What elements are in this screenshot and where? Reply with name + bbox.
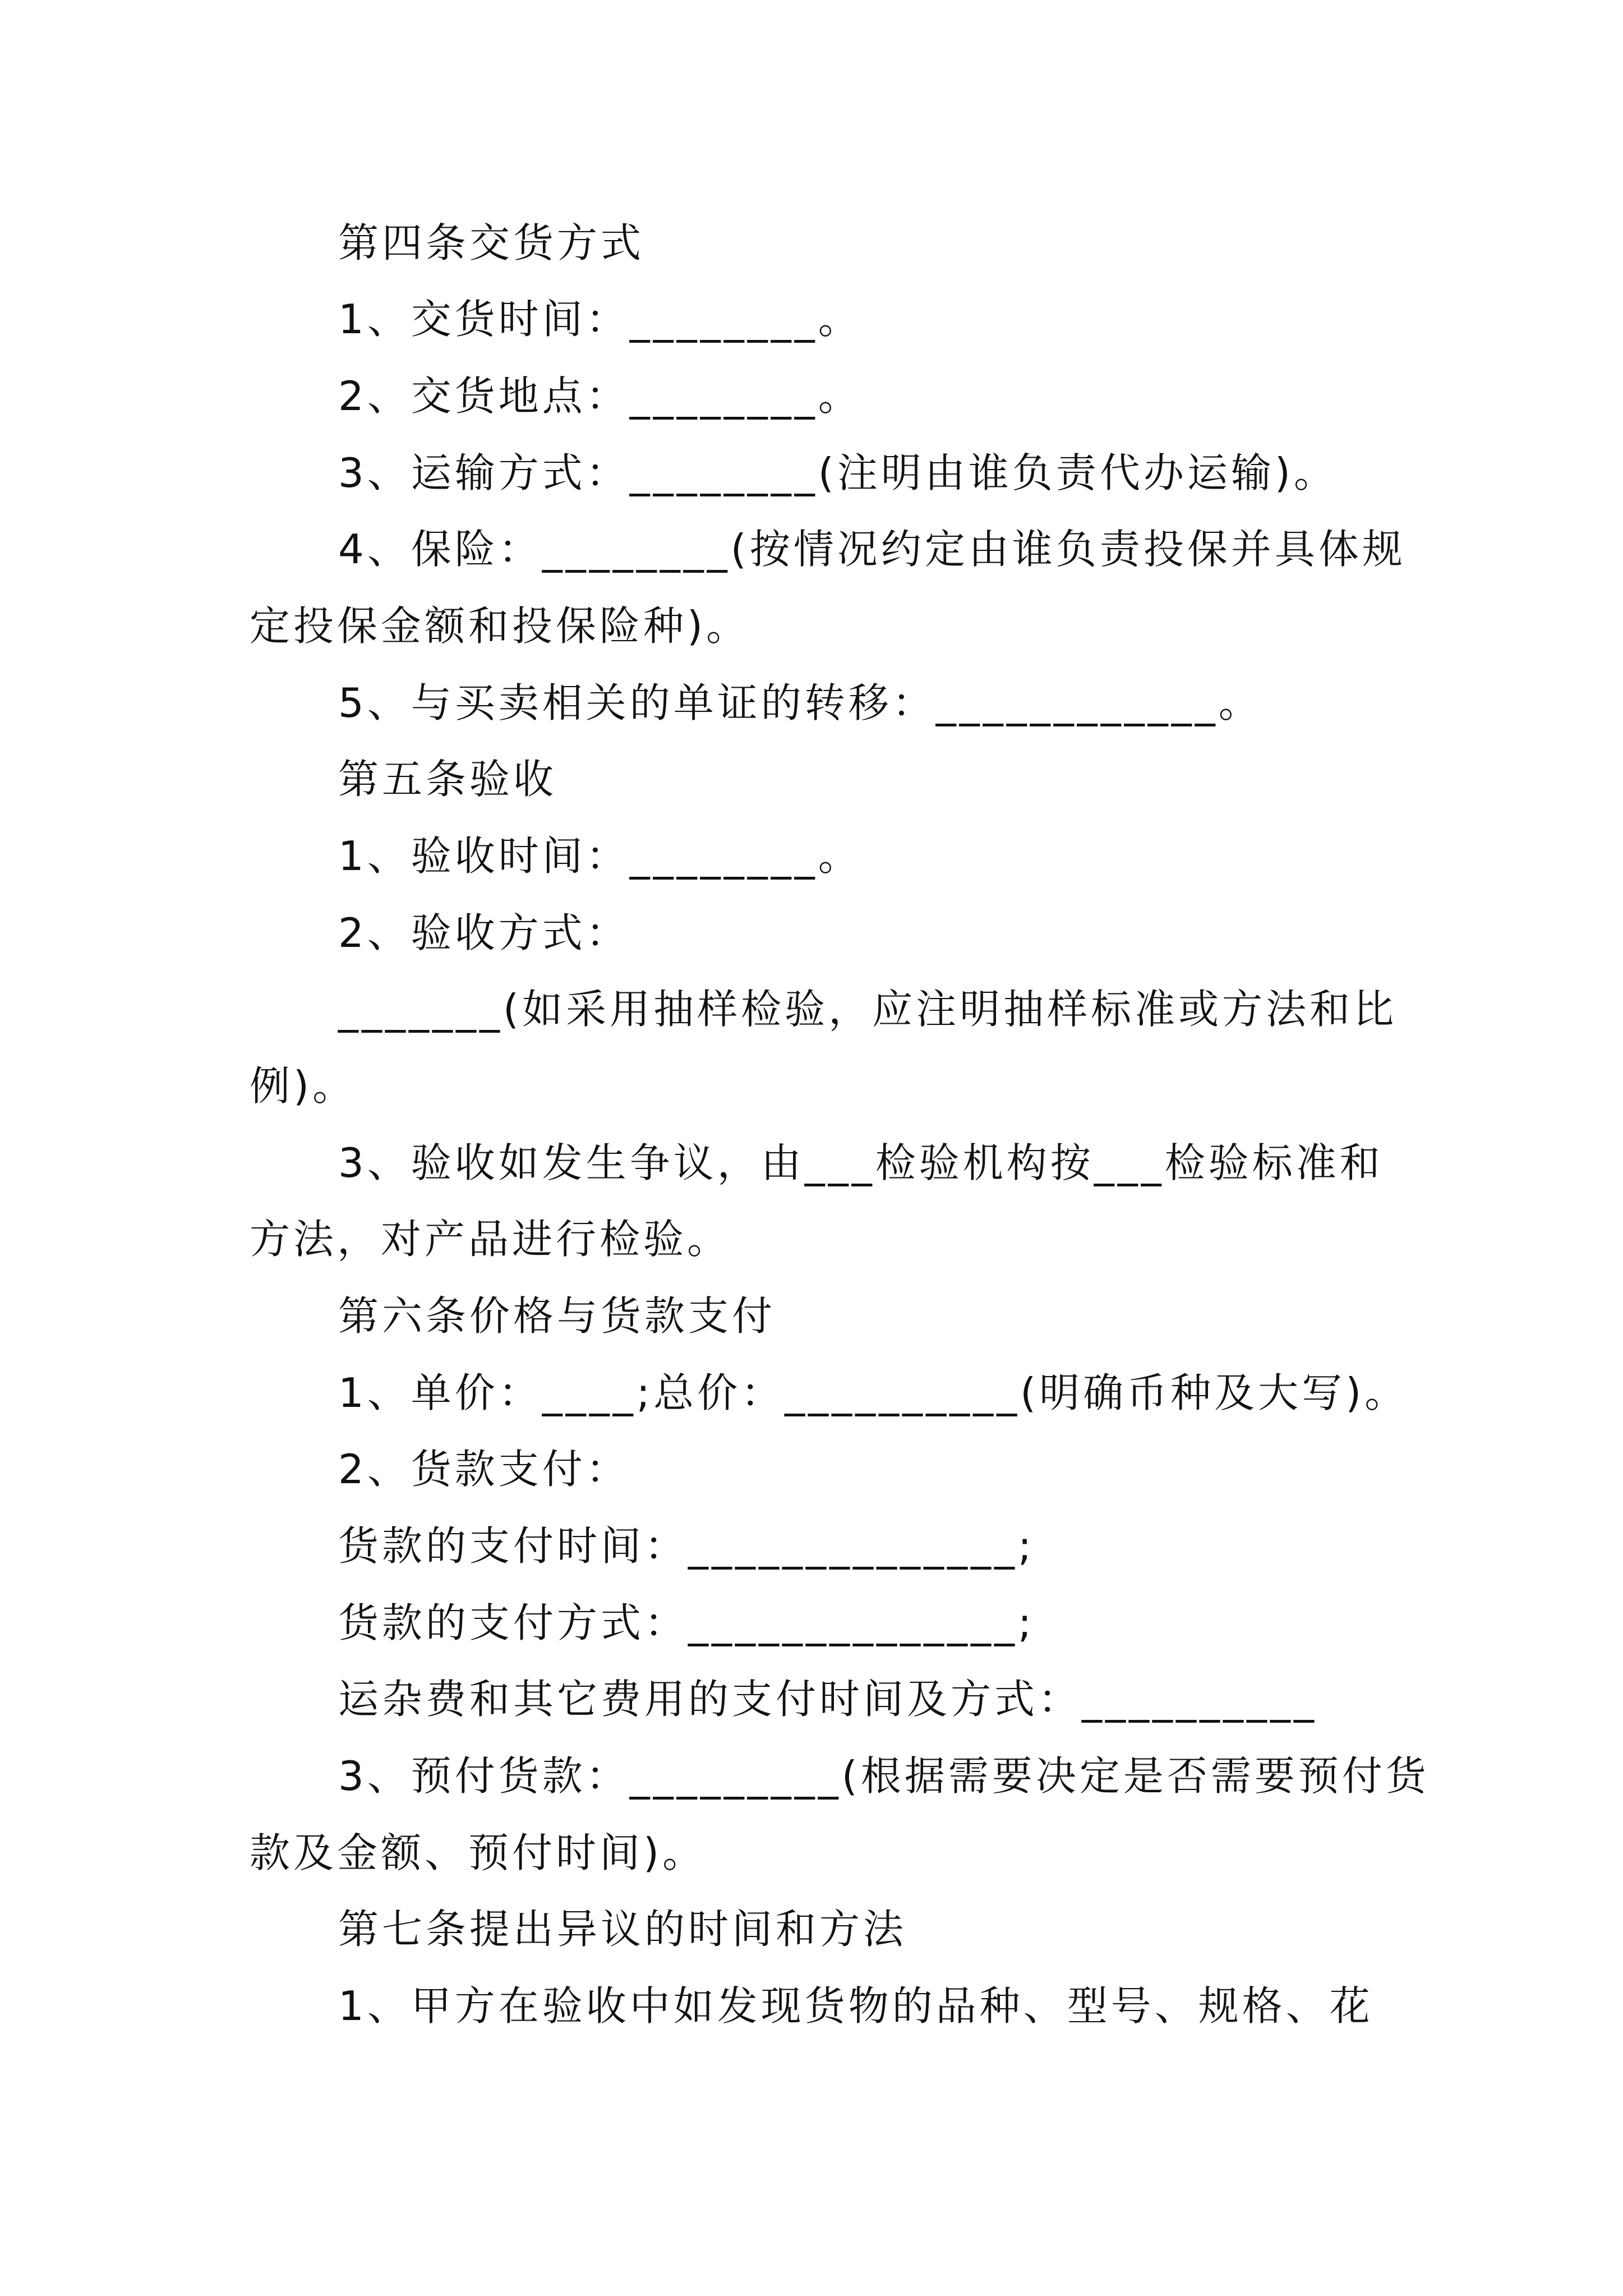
payment-time-line: 货款的支付时间：______________; — [338, 1522, 1035, 1570]
dispute-inspection-line: 3、验收如发生争议，由___检验机构按___检验标准和 — [338, 1139, 1384, 1186]
insurance-line-continued: 定投保金额和投保险种)。 — [250, 602, 750, 650]
advance-payment-line: 3、预付货款：_________(根据需要决定是否需要预付货 — [338, 1752, 1430, 1800]
delivery-time-line: 1、交货时间：________。 — [338, 296, 862, 343]
section-heading-acceptance: 第五条验收 — [338, 756, 557, 803]
section-heading-price-payment: 第六条价格与货款支付 — [338, 1292, 776, 1340]
freight-fees-line: 运杂费和其它费用的支付时间及方式：__________ — [338, 1676, 1318, 1723]
dispute-inspection-line-continued: 方法，对产品进行检验。 — [250, 1216, 731, 1263]
insurance-line: 4、保险：________(按情况约定由谁负责投保并具体规 — [338, 526, 1406, 573]
acceptance-method-line: 2、验收方式： — [338, 909, 630, 956]
section-heading-delivery: 第四条交货方式 — [338, 219, 645, 266]
payment-method-line: 货款的支付方式：______________; — [338, 1599, 1035, 1646]
acceptance-method-detail-continued: 例)。 — [250, 1062, 357, 1110]
advance-payment-line-continued: 款及金额、预付时间)。 — [250, 1829, 707, 1876]
section-heading-objection: 第七条提出异议的时间和方法 — [338, 1906, 907, 1953]
acceptance-time-line: 1、验收时间：________。 — [338, 832, 862, 880]
unit-total-price-line: 1、单价：____;总价：__________(明确币种及大写)。 — [338, 1369, 1409, 1416]
delivery-place-line: 2、交货地点：________。 — [338, 372, 862, 420]
objection-clause-line: 1、甲方在验收中如发现货物的品种、型号、规格、花 — [338, 1982, 1373, 2030]
transport-method-line: 3、运输方式：________(注明由谁负责代办运输)。 — [338, 449, 1338, 496]
documents-transfer-line: 5、与买卖相关的单证的转移：____________。 — [338, 679, 1262, 726]
acceptance-method-detail-line: _______(如采用抽样检验，应注明抽样标准或方法和比 — [338, 986, 1398, 1033]
payment-heading-line: 2、货款支付： — [338, 1446, 630, 1493]
